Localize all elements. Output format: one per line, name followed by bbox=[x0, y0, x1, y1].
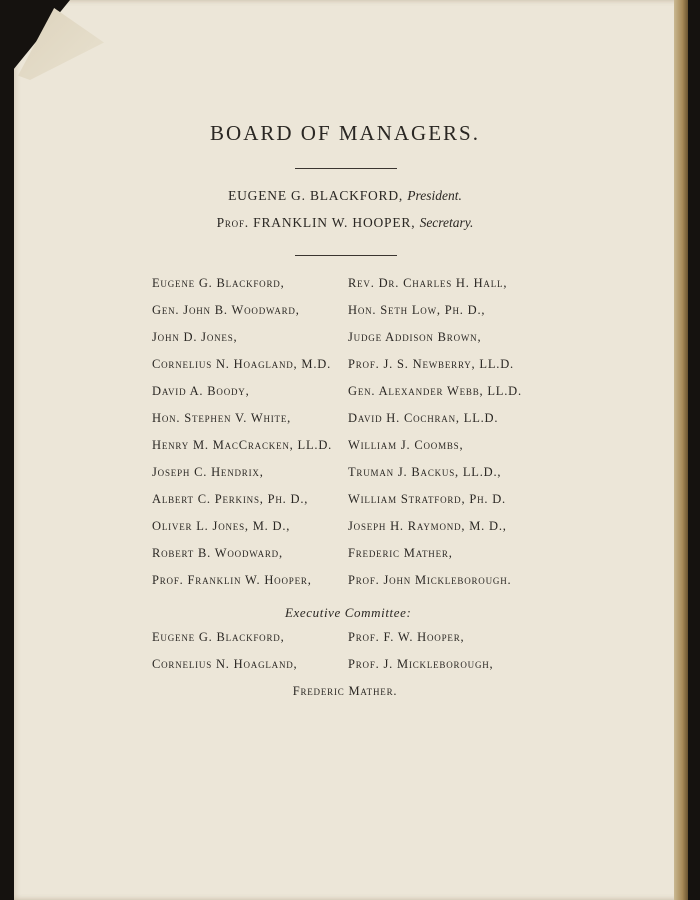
manager-name: John D. Jones, bbox=[152, 330, 238, 344]
manager-name: Prof. Franklin W. Hooper, bbox=[152, 573, 312, 587]
manager-name: Frederic Mather, bbox=[348, 546, 453, 560]
executive-committee-heading: Executive Committee: bbox=[285, 605, 412, 620]
manager-name: William J. Coombs, bbox=[348, 438, 464, 452]
officer-name: FRANKLIN W. HOOPER, bbox=[253, 215, 416, 230]
manager-name: William Stratford, Ph. D. bbox=[348, 492, 506, 506]
officer-role: President. bbox=[407, 188, 462, 203]
officer-prefix: Prof. bbox=[216, 215, 249, 230]
committee-member: Frederic Mather. bbox=[292, 684, 398, 698]
officer-role: Secretary. bbox=[419, 215, 474, 230]
manager-name: Prof. J. S. Newberry, LL.D. bbox=[348, 357, 514, 371]
manager-name: David H. Cochran, LL.D. bbox=[348, 411, 499, 425]
manager-name: Truman J. Backus, LL.D., bbox=[348, 465, 502, 479]
page-title: BOARD OF MANAGERS. bbox=[210, 121, 480, 145]
manager-name: Rev. Dr. Charles H. Hall, bbox=[348, 276, 508, 290]
manager-name: Oliver L. Jones, M. D., bbox=[152, 519, 291, 533]
manager-name: Eugene G. Blackford, bbox=[152, 276, 285, 290]
manager-name: Cornelius N. Hoagland, M.D. bbox=[152, 357, 332, 371]
committee-member: Prof. J. Mickleborough, bbox=[348, 657, 494, 671]
manager-name: Robert B. Woodward, bbox=[152, 546, 283, 560]
manager-name: Hon. Seth Low, Ph. D., bbox=[348, 303, 486, 317]
manager-name: Judge Addison Brown, bbox=[348, 330, 482, 344]
officer-president bbox=[0, 188, 690, 204]
manager-name: Henry M. MacCracken, LL.D. bbox=[152, 438, 333, 452]
manager-name: Hon. Stephen V. White, bbox=[152, 411, 292, 425]
committee-member: Cornelius N. Hoagland, bbox=[152, 657, 298, 671]
manager-name: Gen. John B. Woodward, bbox=[152, 303, 300, 317]
committee-member: Prof. F. W. Hooper, bbox=[348, 630, 465, 644]
divider-bottom bbox=[295, 255, 397, 256]
manager-name: Joseph C. Hendrix, bbox=[152, 465, 264, 479]
officer-secretary bbox=[0, 215, 690, 231]
manager-name: Prof. John Mickleborough. bbox=[348, 573, 512, 587]
officer-name: EUGENE G. BLACKFORD, bbox=[228, 188, 404, 203]
manager-name: Albert C. Perkins, Ph. D., bbox=[152, 492, 309, 506]
divider-top bbox=[295, 168, 397, 169]
committee-member: Eugene G. Blackford, bbox=[152, 630, 285, 644]
manager-name: David A. Boody, bbox=[152, 384, 250, 398]
manager-name: Gen. Alexander Webb, LL.D. bbox=[348, 384, 522, 398]
manager-name: Joseph H. Raymond, M. D., bbox=[348, 519, 507, 533]
